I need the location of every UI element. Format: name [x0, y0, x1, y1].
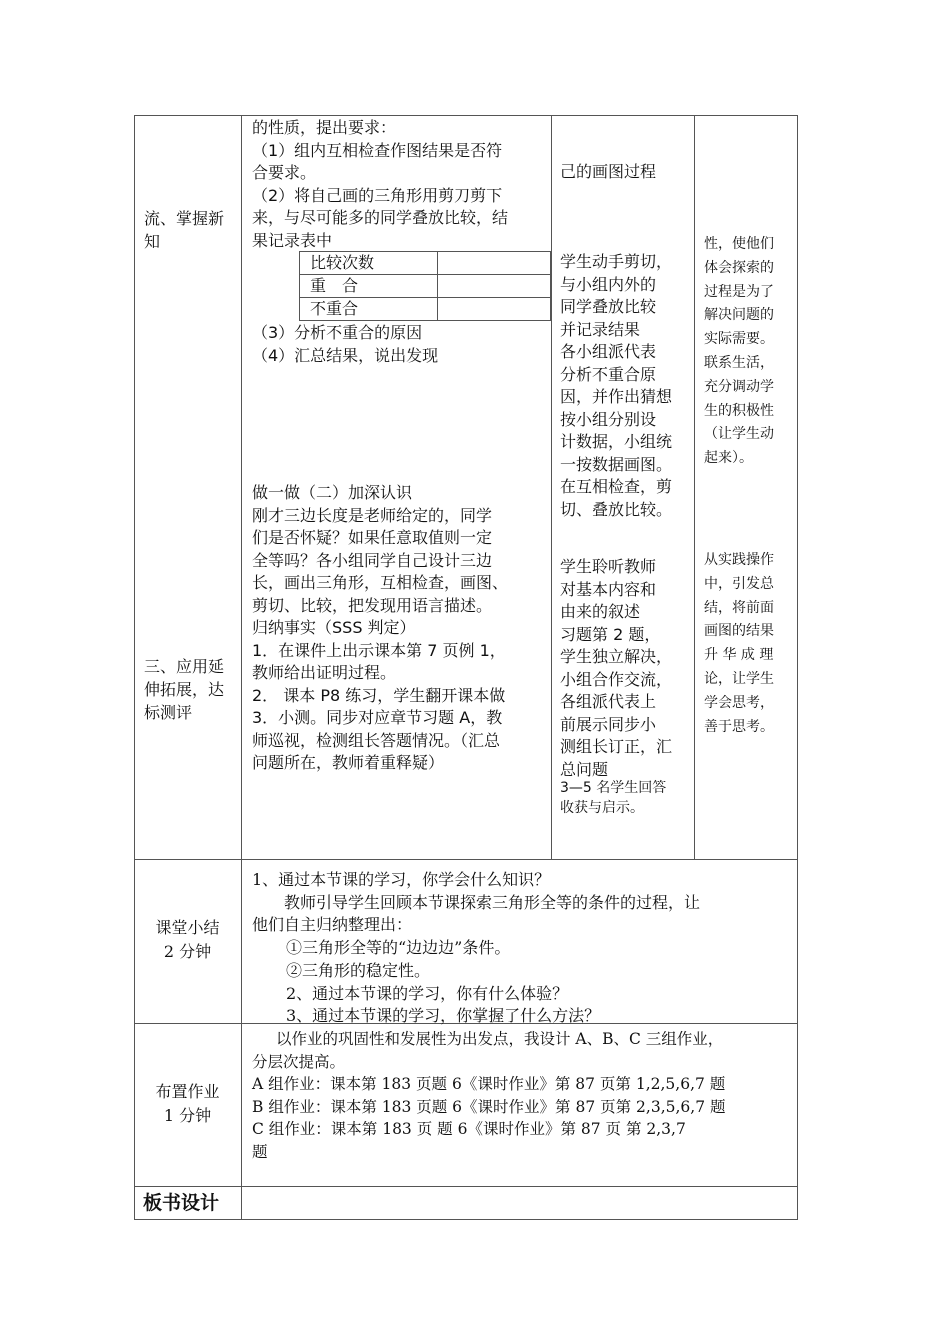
- text-line: 实际需要。: [704, 331, 774, 348]
- text-line: 做一做（二）加深认识: [252, 483, 413, 502]
- text-line: 2、通过本节课的学习，你有什么体验？: [286, 983, 569, 1003]
- text-line: 切、叠放比较。: [560, 499, 673, 519]
- row-divider: [134, 859, 798, 860]
- summary-label-line: 课堂小结: [155, 918, 220, 937]
- text-line: ①三角形全等的“边边边”条件。: [286, 938, 511, 958]
- text-line: 学生聆听教师: [560, 557, 657, 576]
- board-design-label: 板书设计: [143, 1192, 220, 1214]
- text-line: 小组合作交流，: [560, 669, 673, 689]
- text-line: 教师给出证明过程。: [252, 663, 397, 682]
- text-line: 教师引导学生回顾本节课探索三角形全等的条件的过程，让: [284, 892, 701, 912]
- homework-label: [134, 1080, 241, 1128]
- homework-content: [252, 1028, 798, 1164]
- text-line: 学生独立解决，: [560, 647, 673, 666]
- text-line: （4）汇总结果，说出发现: [252, 345, 439, 365]
- text-line: 论，让学生: [704, 670, 774, 687]
- text-line: 他们自主归纳整理出：: [252, 915, 413, 935]
- summary-label-time: 2 分钟: [163, 942, 212, 961]
- text-line: 3．小测。同步对应章节习题 A，教: [252, 708, 503, 727]
- row1-student-activity-2: [560, 251, 692, 521]
- text-line: ②三角形的稳定性。: [286, 960, 431, 980]
- row1-label: 流、掌握新知: [144, 209, 225, 251]
- text-line: 长，画出三角形，互相检查，画图、: [252, 573, 509, 592]
- text-line: 同学叠放比较: [560, 297, 657, 316]
- row1-design-intent: [704, 233, 796, 471]
- text-line: 1．在课件上出示课本第 7 页例 1，: [252, 640, 506, 660]
- text-line: 总问题: [560, 759, 609, 779]
- text-line: （1）组内互相检查作图结果是否符: [252, 140, 503, 160]
- compare-cell-overlap: 重 合: [310, 276, 359, 295]
- text-line: 1、通过本节课的学习，你学会什么知识？: [252, 870, 551, 889]
- text-line: 在互相检查，剪: [560, 477, 673, 496]
- text-line: 合要求。: [252, 163, 317, 182]
- summary-label: [134, 916, 241, 964]
- row2-design-intent: [704, 549, 796, 739]
- text-line: 各组派代表上: [560, 692, 657, 711]
- text-line: 们是否怀疑？如果任意取值则一定: [252, 528, 493, 547]
- text-line: 画图的结果: [704, 623, 774, 640]
- compare-cell-nonoverlap: 不重合: [310, 299, 359, 318]
- text-line: 中，引发总: [704, 575, 774, 592]
- row2-content: [252, 482, 548, 775]
- text-line: 各小组派代表: [560, 342, 657, 361]
- text-line: 题: [252, 1142, 268, 1161]
- text-line: 起来）。: [704, 450, 753, 467]
- text-line: （3）分析不重合的原因: [252, 323, 423, 342]
- text-line: 由来的叙述: [560, 602, 641, 621]
- column-divider: [241, 115, 242, 1220]
- homework-label-time: 1 分钟: [163, 1106, 212, 1125]
- text-line: 过程是为了: [704, 283, 774, 300]
- row2-student-activity: [560, 556, 692, 781]
- text-line: 从实践操作: [704, 552, 774, 568]
- summary-content: [252, 869, 792, 1028]
- text-line: 以作业的巩固性和发展性为出发点，我设计 A、B、C 三组作业，: [276, 1030, 724, 1048]
- text-line: 刚才三边长度是老师给定的，同学: [252, 505, 493, 525]
- homework-label-line: 布置作业: [155, 1082, 220, 1101]
- text-line: 师巡视，检测组长答题情况。（汇总: [252, 730, 501, 750]
- text-line: 联系生活，: [704, 354, 774, 371]
- text-line: 果记录表中: [252, 230, 333, 250]
- text-line: 学会思考，: [704, 694, 774, 711]
- text-line: 对基本内容和: [560, 579, 657, 599]
- text-line: 问题所在，教师着重释疑）: [252, 753, 445, 772]
- text-line: 2． 课本 P8 练习，学生翻开课本做: [252, 685, 506, 705]
- text-line: 收获与启示。: [560, 800, 644, 816]
- text-line: 前展示同步小: [560, 714, 657, 734]
- text-line: 并记录结果: [560, 319, 641, 339]
- row2-label: 三、应用延伸拓展，达标测评: [144, 657, 225, 722]
- text-line: 分析不重合原: [560, 364, 657, 384]
- text-line: 己的画图过程: [560, 162, 657, 181]
- text-line: 学生动手剪切，: [560, 252, 673, 271]
- compare-record-table: [299, 251, 551, 321]
- text-line: 3、通过本节课的学习，你掌握了什么方法？: [286, 1006, 601, 1026]
- text-line: 体会探索的: [704, 259, 774, 276]
- row-divider: [134, 1186, 798, 1187]
- text-line: 解决问题的: [704, 307, 774, 324]
- text-line: 全等吗？各小组同学自己设计三边: [252, 550, 493, 570]
- row2-student-small: [560, 778, 694, 818]
- text-line: 3—5 名学生回答: [560, 780, 667, 796]
- text-line: A 组作业：课本第 183 页题 6《课时作业》第 87 页第 1,2,5,6,7 题: [252, 1075, 726, 1094]
- text-line: 分层次提高。: [252, 1052, 346, 1071]
- row1-student-activity: [560, 161, 692, 184]
- text-line: 归纳事实（SSS 判定）: [252, 618, 416, 637]
- text-line: 结，将前面: [704, 599, 774, 616]
- text-line: 剪切、比较，把发现用语言描述。: [252, 595, 493, 615]
- text-line: B 组作业：课本第 183 页题 6《课时作业》第 87 页第 2,3,5,6,7 题: [252, 1097, 726, 1116]
- compare-col-divider: [437, 252, 438, 320]
- text-line: 习题第 2 题，: [560, 624, 661, 644]
- text-line: 升 华 成 理: [704, 647, 774, 664]
- row1-content: [252, 117, 548, 252]
- text-line: 来，与尽可能多的同学叠放比较，结: [252, 208, 509, 227]
- text-line: 的性质，提出要求：: [252, 118, 397, 137]
- text-line: （让学生动: [704, 426, 774, 443]
- text-line: 生的积极性: [704, 402, 774, 419]
- row1-after-table: [252, 322, 548, 367]
- text-line: （2）将自己画的三角形用剪刀剪下: [252, 185, 503, 205]
- text-line: 与小组内外的: [560, 274, 657, 294]
- text-line: 按小组分别设: [560, 409, 657, 429]
- text-line: 充分调动学: [704, 378, 774, 395]
- compare-cell-count: 比较次数: [310, 253, 375, 272]
- text-line: 一按数据画图。: [560, 454, 673, 474]
- text-line: 计数据，小组统: [560, 432, 673, 451]
- column-divider: [551, 115, 552, 860]
- text-line: 因，并作出猜想: [560, 387, 673, 406]
- text-line: C 组作业：课本第 183 页 题 6《课时作业》第 87 页 第 2,3,7: [252, 1120, 686, 1139]
- text-line: 测组长订正，汇: [560, 737, 673, 756]
- text-line: 性，使他们: [704, 236, 774, 252]
- text-line: 善于思考。: [704, 718, 774, 735]
- column-divider: [694, 115, 695, 860]
